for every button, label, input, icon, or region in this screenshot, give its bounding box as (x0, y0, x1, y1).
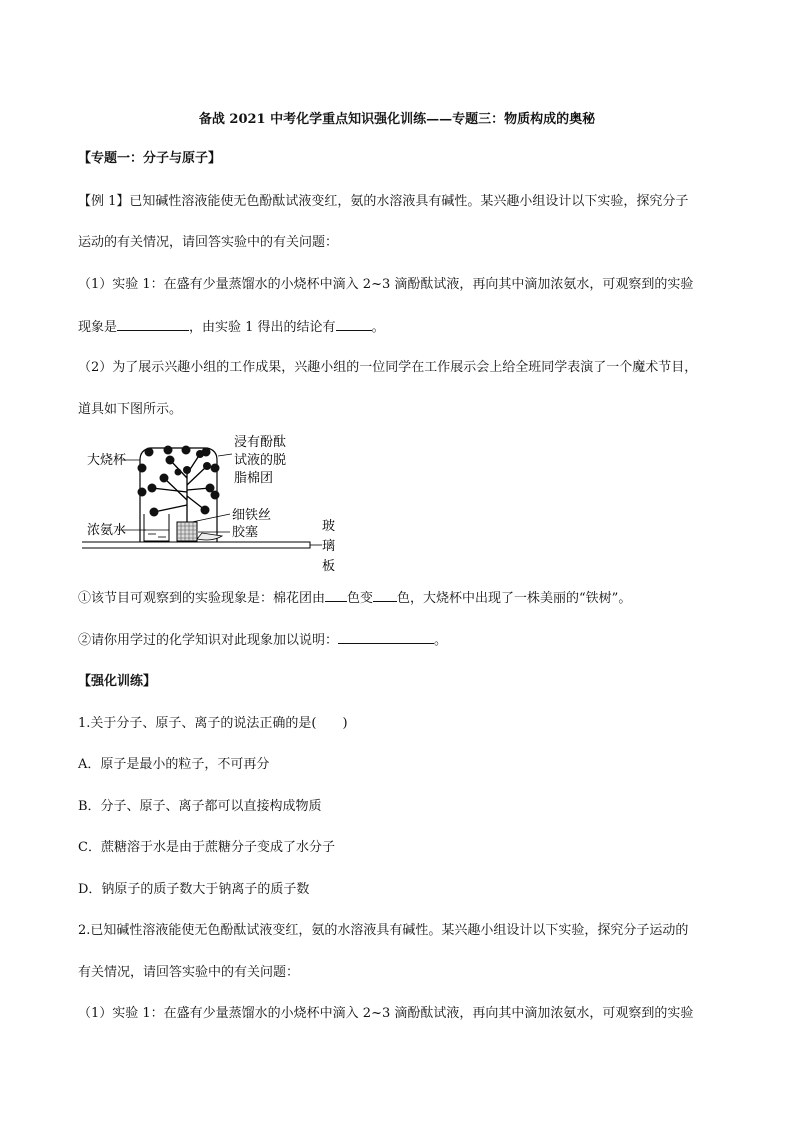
question1-option-a[interactable]: A．原子是最小的粒子，不可再分 (78, 757, 270, 772)
sub1-text-b: 色变 (347, 591, 374, 606)
example1-sub1 (78, 589, 722, 608)
question2-line2: 有关情况，请回答实验中的有关问题： (78, 965, 300, 980)
experiment-figure (82, 430, 352, 578)
example1-q2-line2: 道具如下图所示。 (78, 402, 183, 417)
example1-q1-prefix: 现象是 (78, 320, 118, 335)
sub2-end: 。 (434, 633, 448, 648)
question1-option-c[interactable]: C．蔗糖溶于水是由于蔗糖分子变成了水分子 (78, 840, 335, 855)
example1-intro-line1: 【例 1】已知碱性溶液能使无色酚酞试液变红，氨的水溶液具有碱性。某兴趣小组设计以下实验，探究分子 (78, 194, 689, 209)
example1-q1-line1: （1）实验 1：在盛有少量蒸馏水的小烧杯中滴入 2~3 滴酚酞试液，再向其中滴加浓氨水，可观察到的实验 (78, 277, 694, 292)
answer-blank[interactable] (336, 318, 372, 331)
question1-stem: 1.关于分子、原子、离子的说法正确的是( ) (78, 716, 348, 731)
sub1-text-a: ①该节目可观察到的实验现象是：棉花团由 (78, 591, 326, 606)
example1-q1-mid: ，由实验 1 得出的结论有 (189, 320, 336, 335)
answer-blank[interactable] (338, 631, 434, 644)
page-title: 备战 2021 中考化学重点知识强化训练——专题三：物质构成的奥秘 (198, 112, 596, 127)
label-glass-2: 璃 (322, 539, 336, 554)
section-heading-practice: 【强化训练】 (78, 674, 157, 689)
example1-sub2 (78, 631, 722, 650)
label-large-beaker: 大烧杯 (87, 453, 127, 468)
question1-option-b[interactable]: B．分子、原子、离子都可以直接构成物质 (78, 799, 322, 814)
section-heading-molecules: 【专题一：分子与原子】 (78, 151, 222, 166)
label-stopper: 胶塞 (232, 525, 259, 540)
label-cotton-line1: 浸有酚酞 (234, 435, 287, 450)
question1-option-d[interactable]: D．钠原子的质子数大于钠离子的质子数 (78, 882, 310, 897)
answer-blank[interactable] (373, 589, 397, 602)
answer-blank[interactable] (325, 589, 347, 602)
sub2-text-a: ②请你用学过的化学知识对此现象加以说明： (78, 633, 339, 648)
example1-q1-line2 (78, 318, 722, 337)
question2-q1-line1: （1）实验 1：在盛有少量蒸馏水的小烧杯中滴入 2~3 滴酚酞试液，再向其中滴加浓氨水，可观察到的实验 (78, 1006, 694, 1021)
label-glass-1: 玻 (322, 519, 336, 534)
label-glass-3: 板 (322, 559, 336, 574)
sub1-text-c: 色，大烧杯中出现了一株美丽的“铁树”。 (397, 591, 632, 606)
question2-line1: 2.已知碱性溶液能使无色酚酞试液变红，氨的水溶液具有碱性。某兴趣小组设计以下实验，探究分子运动的 (78, 923, 689, 938)
label-cotton-line3: 脂棉团 (234, 471, 274, 486)
label-cotton-line2: 试液的脱 (234, 453, 287, 468)
cotton-balls (138, 446, 220, 517)
example1-q1-end: 。 (371, 320, 385, 335)
label-ammonia: 浓氨水 (87, 523, 127, 538)
example1-intro-line2: 运动的有关情况，请回答实验中的有关问题： (78, 235, 339, 250)
glass-plate (82, 542, 310, 548)
label-iron-wire: 细铁丝 (232, 508, 272, 523)
example1-q2-line1: （2）为了展示兴趣小组的工作成果，兴趣小组的一位同学在工作展示会上给全班同学表演了一个魔术节目， (78, 360, 698, 375)
answer-blank[interactable] (117, 318, 189, 331)
